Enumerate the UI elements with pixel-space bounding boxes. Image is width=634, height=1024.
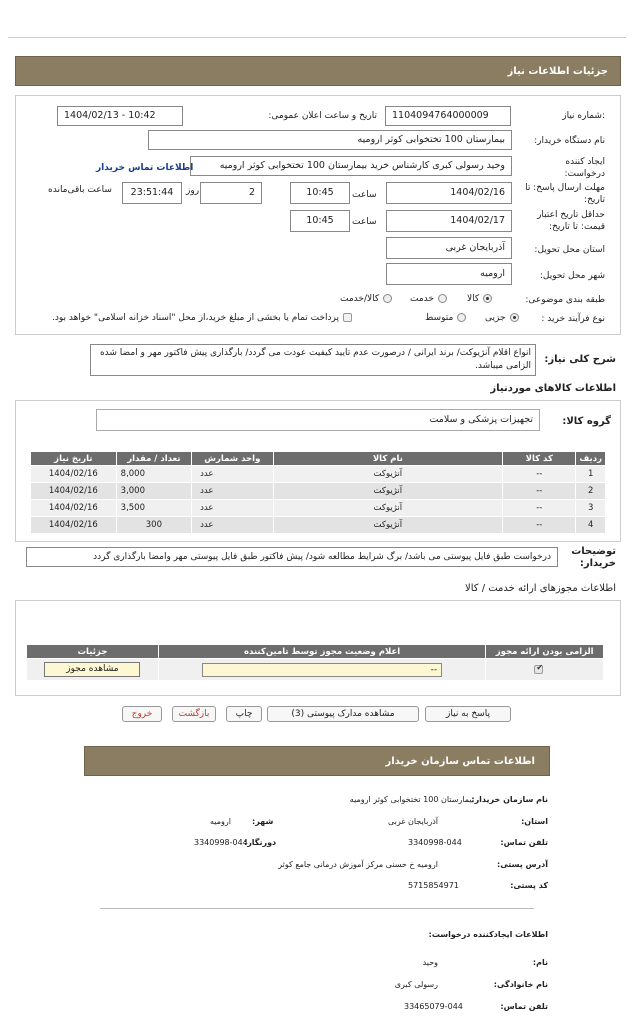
cell-unit: عدد [192, 466, 273, 483]
deadline-time-label: ساعت [352, 190, 377, 200]
cell-code: -- [503, 483, 576, 500]
table-row [31, 466, 606, 483]
radio-selected-icon[interactable] [483, 294, 492, 303]
days-field: 2 [200, 182, 262, 204]
table-row [31, 483, 606, 500]
city-label: شهر محل تحویل: [539, 271, 605, 281]
col-date: تاریخ نیاز [31, 452, 117, 466]
col-name: نام کالا [273, 452, 503, 466]
cell-qty: 300 [116, 517, 191, 534]
postal-label: کد پستی: [510, 881, 548, 890]
group-label: گروه کالا: [562, 416, 611, 427]
permits-table [26, 644, 604, 681]
province-field[interactable]: آذربایجان غربی [386, 237, 512, 259]
creator-phone-value: 33465079-044 [404, 1002, 463, 1011]
attachments-button[interactable]: مشاهده مدارک پیوستی (3) [267, 706, 419, 722]
cell-qty: 8,000 [116, 466, 191, 483]
creator-family-label: نام خانوادگی: [493, 980, 548, 989]
cell-name: آنژیوکت [273, 466, 503, 483]
category-option-goods[interactable]: کالا [467, 294, 492, 304]
category-option-service[interactable]: خدمت [410, 294, 447, 304]
group-field: تجهیزات پزشکی و سلامت [96, 409, 540, 431]
table-row [31, 500, 606, 517]
cell-row: 2 [576, 483, 606, 500]
postal-value: 5715854971 [408, 881, 459, 890]
need-number-label: شماره نیاز: [562, 111, 605, 121]
validity-label: حداقل تاریخ اعتبار قیمت: تا تاریخ: [537, 210, 605, 232]
deadline-time-field[interactable]: 10:45 [290, 182, 350, 204]
announce-label: تاریخ و ساعت اعلان عمومی: [268, 111, 377, 121]
col-row: ردیف [576, 452, 606, 466]
cell-date: 1404/02/16 [31, 483, 117, 500]
col-code: کد کالا [503, 452, 576, 466]
org-value: بیمارستان 100 تختخوابی کوثر ارومیه [349, 795, 474, 804]
radio-icon[interactable] [438, 294, 447, 303]
announce-field[interactable]: 1404/02/13 - 10:42 [57, 106, 183, 126]
cell-unit: عدد [192, 483, 273, 500]
cell-qty: 3,500 [116, 500, 191, 517]
exit-button[interactable]: خروج [122, 706, 162, 722]
deadline-label: مهلت ارسال پاسخ: تا تاریخ: [525, 183, 605, 205]
validity-date-field[interactable]: 1404/02/17 [386, 210, 512, 232]
address-label: آدرس پستی: [497, 860, 548, 869]
address-value: ارومیه خ حسنی مرکز آموزش درمانی جامع کوثر [278, 860, 438, 869]
cell-date: 1404/02/16 [31, 466, 117, 483]
contact-divider [100, 908, 534, 909]
checkbox-checked-icon: ✔ [536, 662, 544, 672]
radio-icon[interactable] [457, 313, 466, 322]
contact-title: اطلاعات تماس سازمان خریدار [385, 756, 535, 767]
col-permit-required: الزامی بودن ارائه مجوز [486, 645, 604, 659]
need-number-field[interactable]: 1104094764000009 [385, 106, 511, 126]
creator-name-label: نام: [532, 958, 548, 967]
checkbox-icon[interactable] [343, 313, 352, 322]
back-button[interactable]: بازگشت [172, 706, 216, 722]
fax-label: دورنگار: [244, 838, 277, 847]
permit-status-field[interactable]: -- [202, 663, 442, 677]
cell-name: آنژیوکت [273, 500, 503, 517]
validity-time-field[interactable]: 10:45 [290, 210, 350, 232]
view-permit-button[interactable]: مشاهده مجوز [44, 662, 140, 677]
goods-table [30, 451, 606, 534]
cell-permit-required [486, 659, 604, 681]
days-label: روز [186, 186, 200, 196]
process-option-minor[interactable]: جزیی [485, 313, 519, 323]
category-option-both[interactable]: کالا/خدمت [340, 294, 392, 304]
creator-info-title: اطلاعات ایجادکننده درخواست: [428, 930, 548, 939]
creator-label: ایجاد کننده درخواست: [564, 157, 605, 179]
cell-permit-details [27, 659, 159, 681]
cell-date: 1404/02/16 [31, 500, 117, 517]
page-title: جزئیات اطلاعات نیاز [507, 66, 608, 77]
contact-info-link[interactable]: اطلاعات تماس خریدار [96, 163, 194, 173]
validity-time-label: ساعت [352, 217, 377, 227]
radio-icon[interactable] [383, 294, 392, 303]
city-info-value: ارومیه [210, 817, 231, 826]
buyer-notes-field: درخواست طبق فایل پیوستی می باشد/ برگ شرایط مطالعه شود/ پیش فاکتور طبق فایل پیوستی مهر وامضا بارگذاری گردد [26, 547, 558, 567]
cell-row: 4 [576, 517, 606, 534]
permits-table-header [27, 645, 604, 659]
city-field[interactable]: ارومیه [386, 263, 512, 285]
buyer-notes-label: توضیحات خریدار: [571, 546, 616, 569]
cell-row: 1 [576, 466, 606, 483]
contact-header [84, 746, 550, 776]
cell-unit: عدد [192, 517, 273, 534]
process-option-medium[interactable]: متوسط [425, 313, 466, 323]
cell-permit-status [158, 659, 486, 681]
remaining-field: 23:51:44 [122, 182, 182, 204]
phone-label: تلفن تماس: [500, 838, 548, 847]
fax-value: 3340998-044 [194, 838, 248, 847]
deadline-date-field[interactable]: 1404/02/16 [386, 182, 512, 204]
cell-code: -- [503, 517, 576, 534]
col-permit-details: جزئیات [27, 645, 159, 659]
remaining-label: ساعت باقی‌مانده [48, 185, 112, 195]
phone-value: 3340998-044 [408, 838, 462, 847]
buyer-org-label: نام دستگاه خریدار: [534, 136, 605, 146]
province-label: استان محل تحویل: [534, 245, 605, 255]
cell-name: آنژیوکت [273, 483, 503, 500]
creator-phone-label: تلفن تماس: [500, 1002, 548, 1011]
org-label: نام سازمان خریدار: [471, 795, 548, 804]
cell-name: آنژیوکت [273, 517, 503, 534]
table-row [31, 517, 606, 534]
cell-code: -- [503, 466, 576, 483]
cell-date: 1404/02/16 [31, 517, 117, 534]
cell-row: 3 [576, 500, 606, 517]
goods-section-title: اطلاعات کالاهای موردنیاز [490, 383, 616, 394]
process-label: نوع فرآیند خرید : [541, 314, 605, 324]
creator-field[interactable]: وحید رسولی کبری کارشناس خرید بیمارستان 100 تختخوابی کوثر ارومیه [190, 156, 512, 176]
col-permit-status: اعلام وضعیت مجوز توسط تامین‌کننده [158, 645, 486, 659]
payment-option[interactable]: پرداخت تمام یا بخشی از مبلغ خرید،از محل "اسناد خزانه اسلامی" خواهد بود. [52, 313, 352, 323]
top-rule [8, 37, 626, 38]
creator-name-value: وحید [422, 958, 438, 967]
creator-family-value: رسولی کبری [394, 980, 438, 989]
page-header [15, 56, 621, 86]
table-row [27, 659, 604, 681]
col-unit: واحد شمارش [192, 452, 273, 466]
reply-button[interactable]: پاسخ به نیاز [425, 706, 511, 722]
radio-selected-icon[interactable] [510, 313, 519, 322]
province-info-label: استان: [521, 817, 548, 826]
province-info-value: آذربایجان غربی [387, 817, 438, 826]
cell-qty: 3,000 [116, 483, 191, 500]
goods-table-header [31, 452, 606, 466]
city-info-label: شهر: [252, 817, 274, 826]
print-button[interactable]: چاپ [226, 706, 262, 722]
summary-field: انواع اقلام آنژیوکت/ برند ایرانی / درصورت عدم تایید کیفیت عودت می گردد/ بارگذاری پیش فاکتور مهر و امضا شده الزامی میباشد. [90, 344, 536, 376]
cell-unit: عدد [192, 500, 273, 517]
summary-label: شرح کلی نیاز: [544, 354, 616, 365]
cell-code: -- [503, 500, 576, 517]
buyer-org-field[interactable]: بیمارستان 100 تختخوابی کوثر ارومیه [148, 130, 512, 150]
permits-title: اطلاعات مجوزهای ارائه خدمت / کالا [465, 583, 616, 594]
col-qty: تعداد / مقدار [116, 452, 191, 466]
category-label: طبقه بندی موضوعی: [525, 295, 605, 305]
